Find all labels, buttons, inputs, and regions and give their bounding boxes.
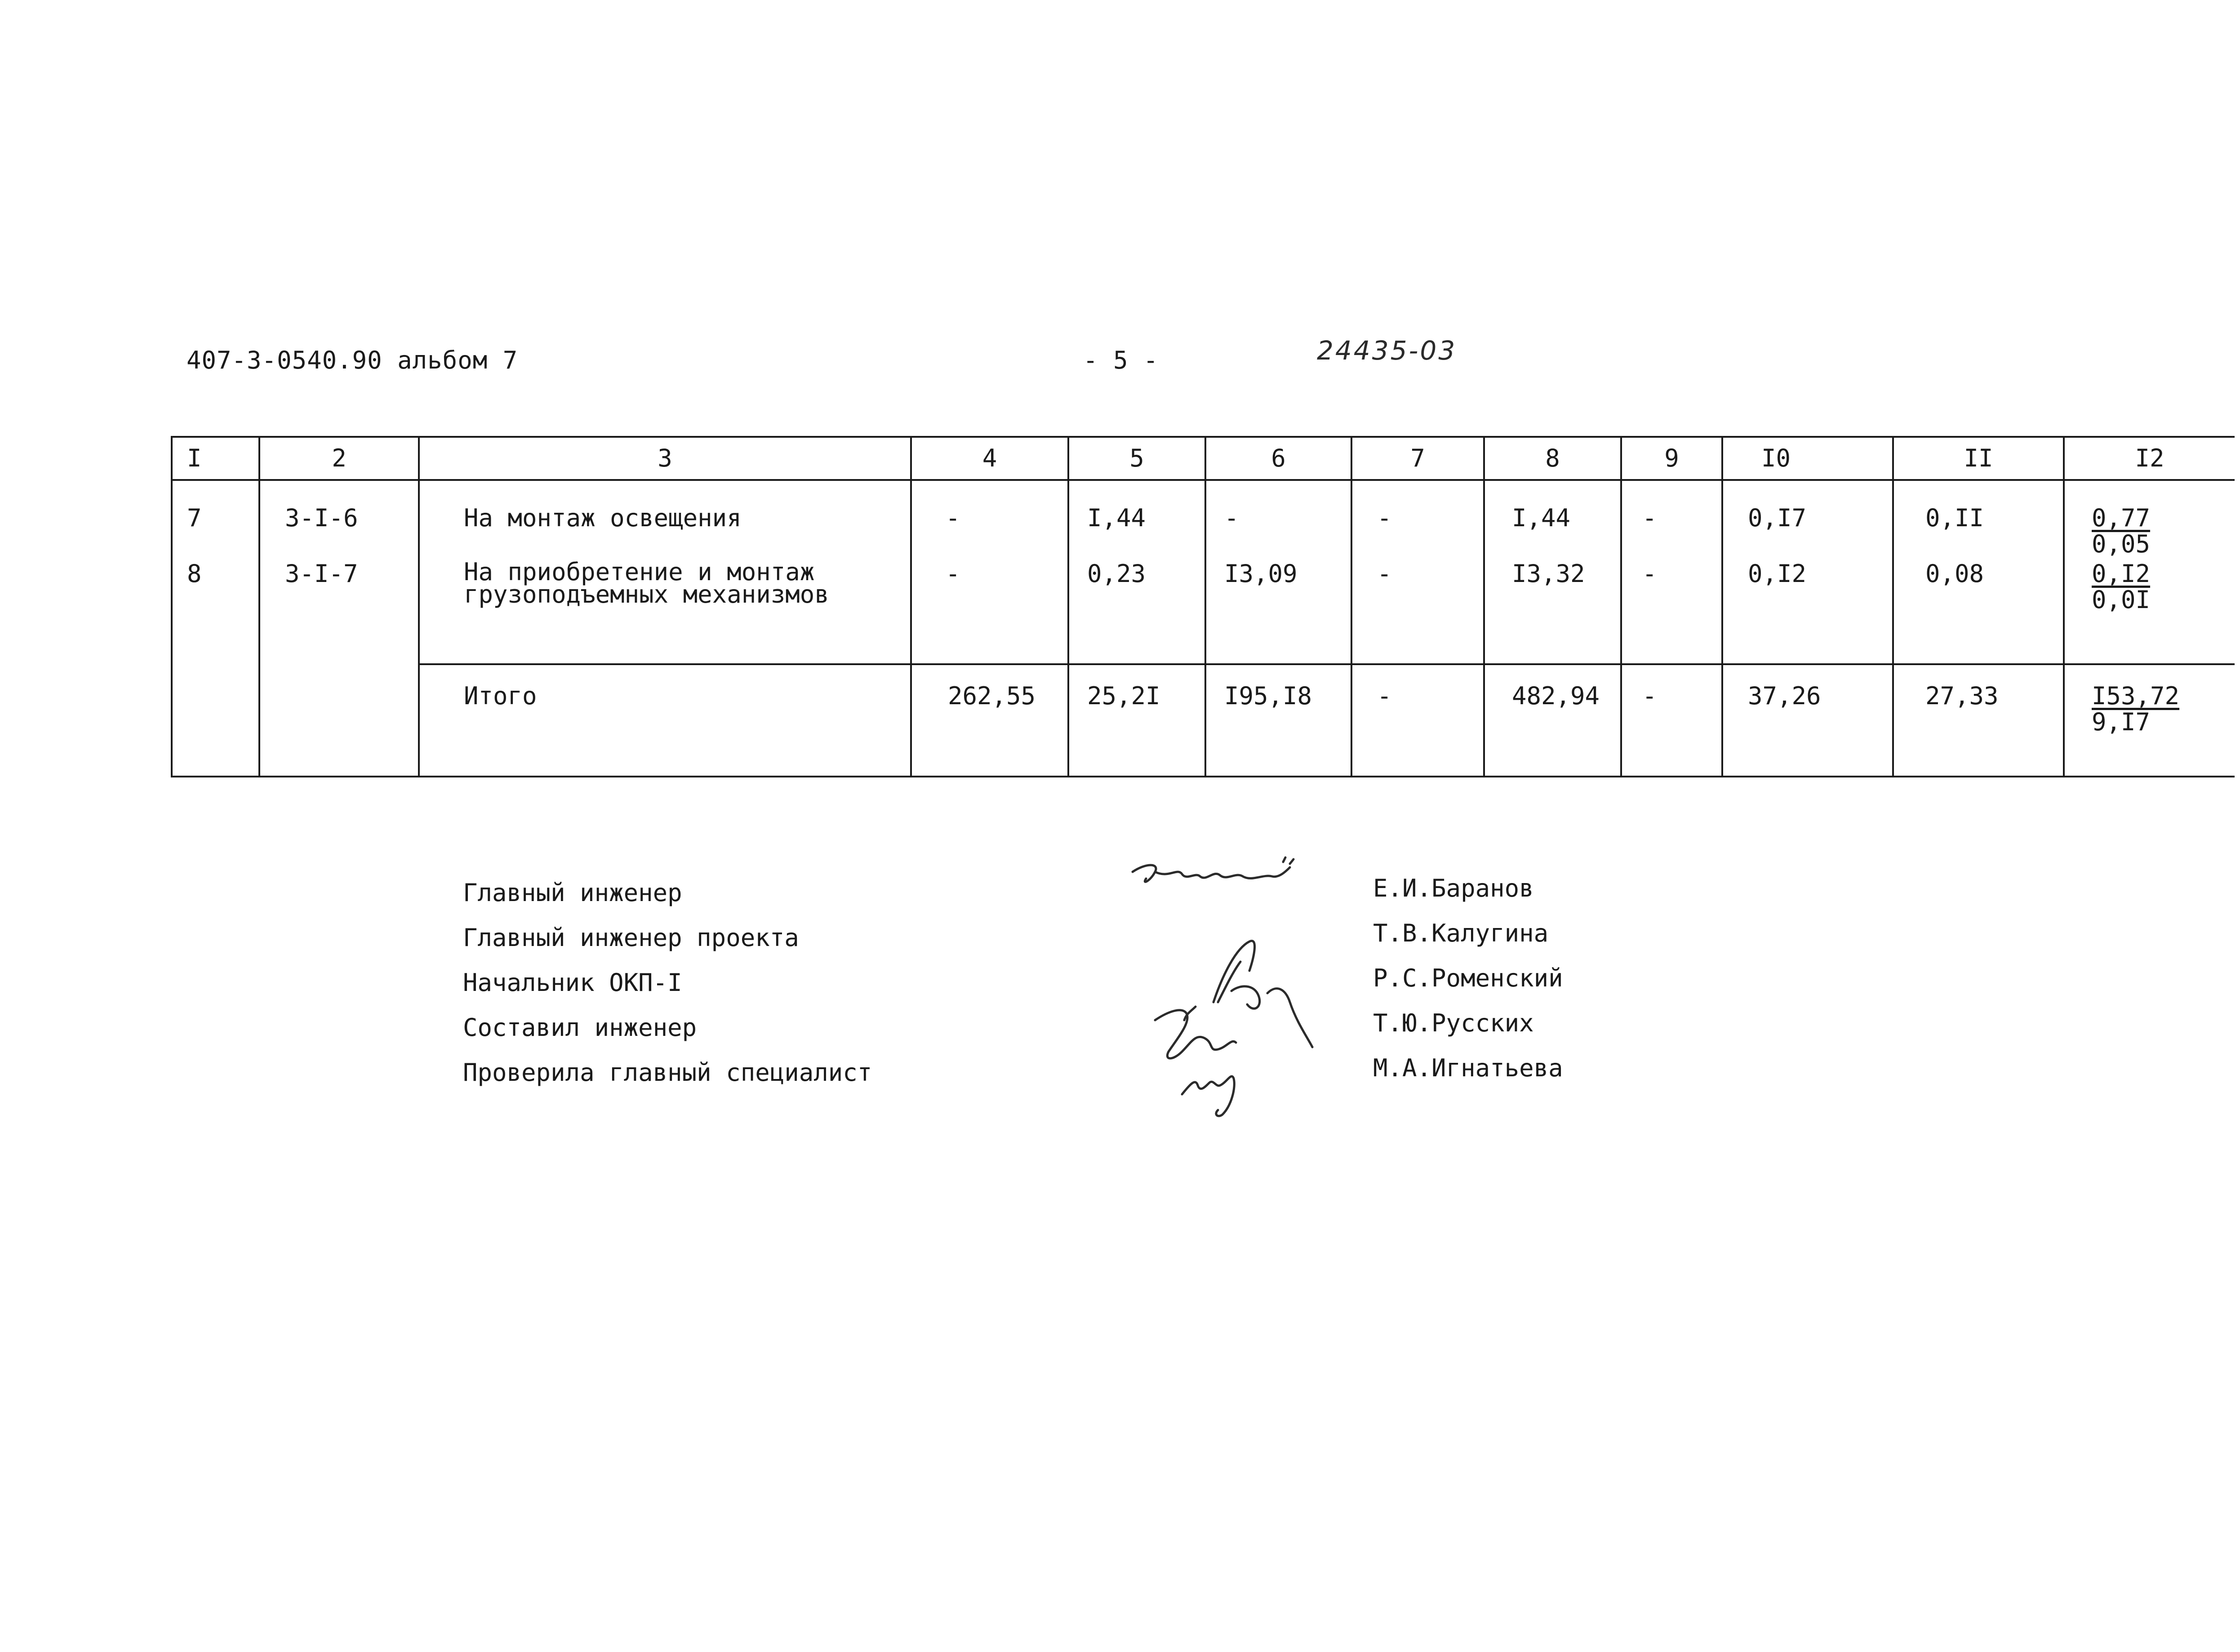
- row-col12: [2064, 561, 2235, 664]
- col-header-4: 4: [911, 437, 1068, 480]
- signature-scribble: [1128, 854, 1299, 908]
- total-col8: 482,94: [1484, 664, 1621, 777]
- col-header-8: 8: [1484, 437, 1621, 480]
- signatory-name: Е.И.Баранов: [1373, 874, 1534, 902]
- total-col10: 37,26: [1722, 664, 1893, 777]
- total-col12-bottom: 9,I7: [2092, 708, 2151, 736]
- page-number: - 5 -: [1083, 346, 1159, 374]
- row-col9: -: [1621, 561, 1722, 664]
- total-label: Итого: [419, 664, 911, 777]
- row-col7: -: [1351, 561, 1484, 664]
- signatory-name: Т.В.Калугина: [1373, 919, 1549, 947]
- total-col4: 262,55: [911, 664, 1068, 777]
- total-col11: 27,33: [1893, 664, 2064, 777]
- signatory-name: Т.Ю.Русских: [1373, 1009, 1534, 1037]
- total-empty-1: [172, 664, 259, 777]
- col-header-3: 3: [419, 437, 911, 480]
- row-description-line1: На приобретение и монтаж: [464, 558, 815, 586]
- inventory-number: 24435-03: [1317, 335, 1457, 366]
- row-number: 7: [172, 480, 259, 561]
- row-col4: -: [911, 480, 1068, 561]
- row-col10: 0,I2: [1722, 561, 1893, 664]
- row-col5: I,44: [1068, 480, 1205, 561]
- signatory-title: Главный инженер проекта: [463, 924, 799, 952]
- row-col11: 0,II: [1893, 480, 2064, 561]
- row-col8: I,44: [1484, 480, 1621, 561]
- row-description: [419, 558, 911, 664]
- row-col12-bottom: 0,05: [2092, 530, 2151, 558]
- table-row: [172, 480, 2235, 561]
- row-code: 3-I-7: [259, 561, 419, 664]
- col-header-12: I2: [2064, 437, 2235, 480]
- signatory-title: Составил инженер: [463, 1013, 697, 1042]
- row-col4: -: [911, 561, 1068, 664]
- row-description-line2: грузоподъемных механизмов: [464, 580, 829, 608]
- row-col11: 0,08: [1893, 561, 2064, 664]
- header-row: [172, 437, 2235, 480]
- col-header-11: II: [1893, 437, 2064, 480]
- signatory-title: Главный инженер: [463, 879, 682, 907]
- total-empty-2: [259, 664, 419, 777]
- row-code: 3-I-6: [259, 480, 419, 561]
- document-code: 407-3-0540.90 альбом 7: [187, 346, 518, 374]
- signatory-title: Проверила главный специалист: [463, 1058, 872, 1087]
- estimate-table: [171, 436, 2235, 777]
- row-col12-top: 0,77: [2092, 504, 2151, 532]
- col-header-10: I0: [1722, 437, 1893, 480]
- total-col6: I95,I8: [1205, 664, 1351, 777]
- row-col12-bottom: 0,0I: [2092, 586, 2151, 614]
- row-description: [419, 480, 911, 561]
- row-col12: [2064, 480, 2235, 561]
- row-col7: -: [1351, 480, 1484, 561]
- total-col7: -: [1351, 664, 1484, 777]
- row-col10: 0,I7: [1722, 480, 1893, 561]
- table-row: [172, 561, 2235, 664]
- total-col12: [2064, 664, 2235, 777]
- row-col9: -: [1621, 480, 1722, 561]
- row-col12-top: 0,I2: [2092, 560, 2151, 588]
- col-header-9: 9: [1621, 437, 1722, 480]
- row-description-line1: На монтаж освещения: [464, 504, 742, 532]
- row-col8: I3,32: [1484, 561, 1621, 664]
- col-header-6: 6: [1205, 437, 1351, 480]
- signature-scribble: [1142, 917, 1348, 1124]
- col-header-7: 7: [1351, 437, 1484, 480]
- total-col5: 25,2I: [1068, 664, 1205, 777]
- row-col5: 0,23: [1068, 561, 1205, 664]
- col-header-5: 5: [1068, 437, 1205, 480]
- col-header-2: 2: [259, 437, 419, 480]
- total-row: [172, 664, 2235, 777]
- total-col9: -: [1621, 664, 1722, 777]
- signatory-name: М.А.Игнатьева: [1373, 1054, 1563, 1082]
- signatory-name: Р.С.Роменский: [1373, 964, 1563, 992]
- col-header-1: I: [172, 437, 259, 480]
- row-number: 8: [172, 561, 259, 664]
- signatory-title: Начальник ОКП-I: [463, 968, 682, 997]
- row-col6: I3,09: [1205, 561, 1351, 664]
- total-col12-top: I53,72: [2092, 682, 2180, 710]
- row-col6: -: [1205, 480, 1351, 561]
